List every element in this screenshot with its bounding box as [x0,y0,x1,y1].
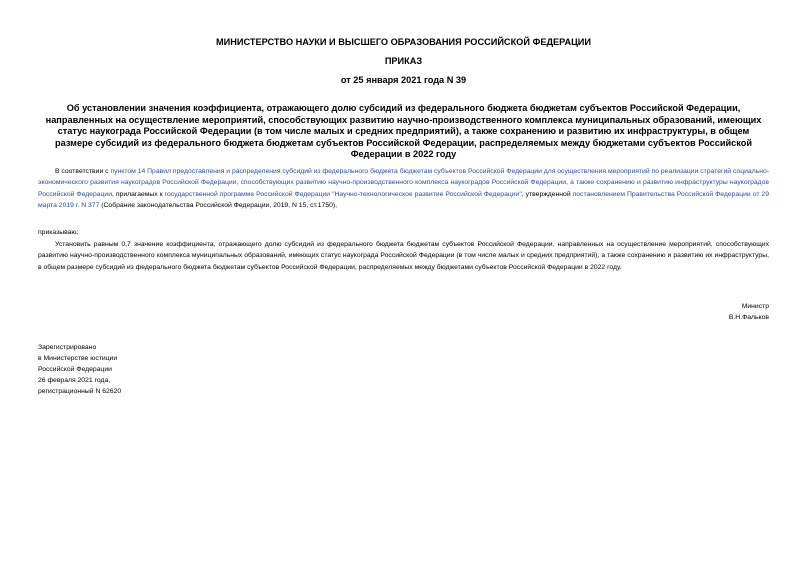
registration-block [38,342,121,397]
government-decree-link[interactable]: постановлением Правительства Российской Федерации от 29 марта 2019 г. N 377 [38,190,769,209]
document-title: Об установлении значения коэффициента, отражающего долю субсидий из федерального бюджета бюджетам субъектов Российской Федерации, направленных на осуществление мероприятий, способствующих развитию научно-производственного комплекса муниципальных образований, имеющих статус наукограда Российской Федерации (в том числе малых и средних предприятий), а также сохранению и развитию их инфраструктуры, в общем размере субсидий из федерального бюджета бюджетам субъектов Российской Федерации, распределяемых между бюджетами субъектов Российской Федерации в 2022 году [45,103,762,160]
registration-line: в Министерстве юстиции [38,355,118,362]
registration-line: Зарегистрировано [38,344,97,351]
document-date-number: от 25 января 2021 года N 39 [340,75,467,85]
registration-line: регистрационный N 62620 [38,388,122,395]
registration-line: Российской Федерации [38,366,112,373]
signature-block [729,301,769,323]
preamble-paragraph [38,166,769,211]
signature-name: В.Н.Фальков [728,314,769,321]
order-item-paragraph: Установить равным 0,7 значение коэффициента, отражающего долю субсидий из федерального бюджета бюджетам субъектов Российской Федерации, направленных на осуществление мероприятий, способствующих развитию научно-производственного комплекса муниципальных образований, имеющих статус наукограда Российской Федерации (в том числе малых и средних предприятий), а также сохранению и развитию их инфраструктуры, в общем размере субсидий из федерального бюджета бюджетам субъектов Российской Федерации, распределяемых между бюджетами субъектов Российской Федерации в 2022 году. [38,241,769,271]
ministry-name: МИНИСТЕРСТВО НАУКИ И ВЫСШЕГО ОБРАЗОВАНИЯ РОССИЙСКОЙ ФЕДЕРАЦИИ [215,37,591,47]
order-word: приказываю: [38,229,79,236]
preamble-text-4: (Собрание законодательства Российской Федерации, 2019, N 15, ст.1750), [99,201,338,209]
rules-point-14-link[interactable]: пунктом 14 Правил предоставления и распределения субсидий из федерального бюджета бюджетам субъектов Российской Федерации для осуществления мероприятий по реализации стратегий социально-экономического развития наукоградов Российской Федерации, способствующих развитию научно-производственного комплекса наукоградов Российской Федерации, а также сохранению и развитию инфраструктуры наукоградов Российской Федерации [38,168,769,198]
preamble-text-3: , утвержденной [521,190,573,198]
registration-line: 26 февраля 2021 года, [38,377,111,384]
preamble-text-1: В соответствии с [55,168,111,175]
preamble-text-2: , прилагаемых к [112,190,165,198]
document-type: ПРИКАЗ [384,56,423,66]
signature-position: Министр [741,303,769,310]
state-program-link[interactable]: государственной программе Российской Федерации "Научно-технологическое развитие Российской Федерации" [164,190,522,198]
